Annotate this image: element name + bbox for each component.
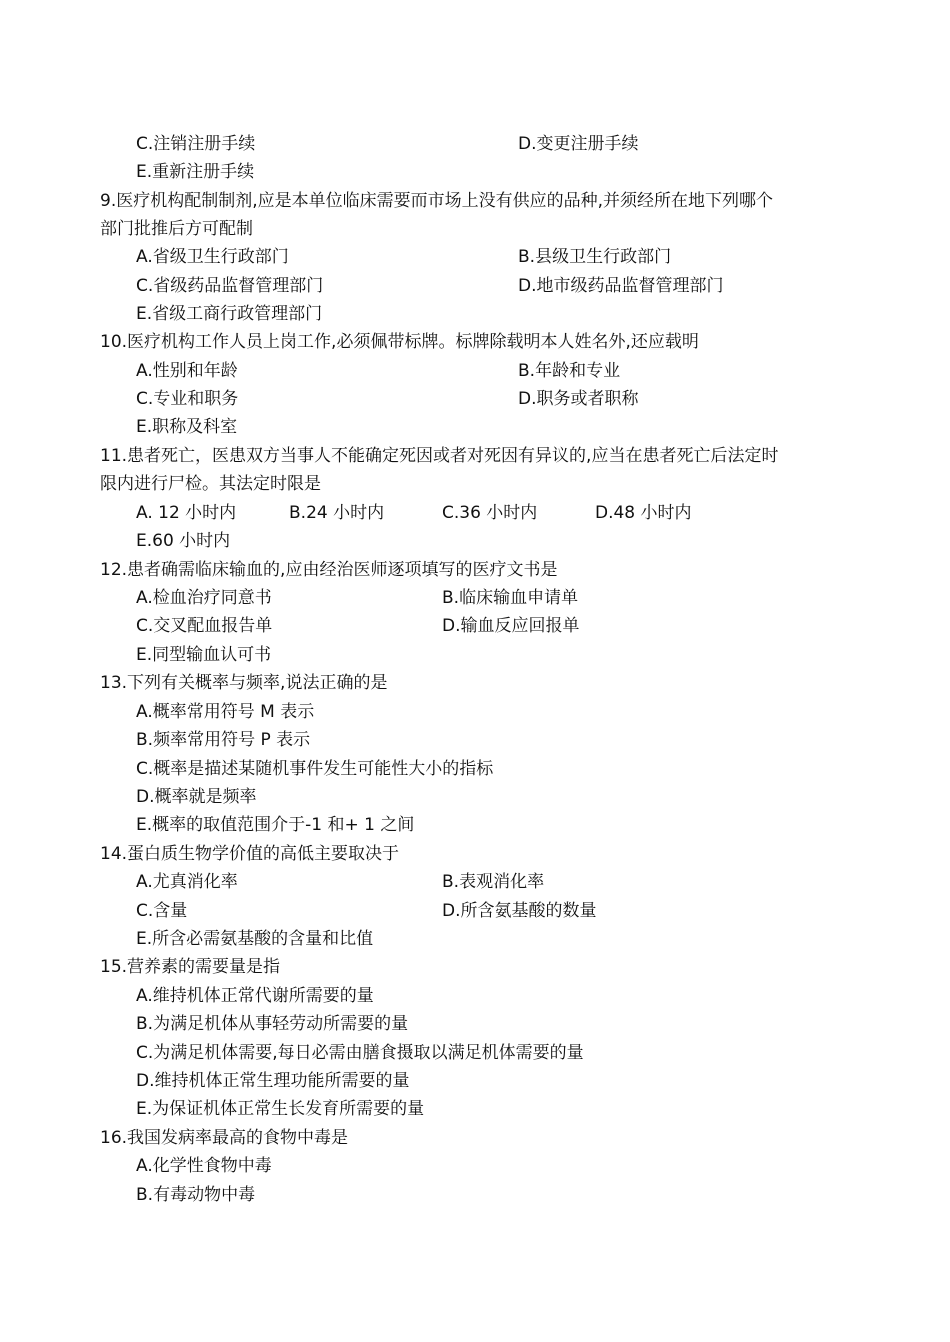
option-a: A.维持机体正常代谢所需要的量 [136,986,374,1006]
option-row [0,413,950,441]
question-16-stem: 16.我国发病率最高的食物中毒是 [100,1128,349,1148]
option-b: B.表观消化率 [442,872,545,892]
option-row [0,499,950,527]
option-b: B.年龄和专业 [518,361,621,381]
option-row [0,1152,950,1180]
option-b: B.频率常用符号 P 表示 [136,730,311,750]
question-stem [0,840,950,868]
option-row [0,641,950,669]
question-stem [0,442,950,470]
question-stem [0,669,950,697]
option-b: B.为满足机体从事轻劳动所需要的量 [136,1014,409,1034]
question-stem [0,470,950,498]
question-14-stem: 14.蛋白质生物学价值的高低主要取决于 [100,844,400,864]
option-a: A.概率常用符号 M 表示 [136,702,315,722]
option-e: E.重新注册手续 [136,162,255,182]
option-row [0,357,950,385]
option-b: B.24 小时内 [289,503,385,523]
option-row [0,385,950,413]
option-e: E.省级工商行政管理部门 [136,304,323,324]
question-stem [0,215,950,243]
option-row [0,811,950,839]
option-row [0,272,950,300]
question-12-stem: 12.患者确需临床输血的,应由经治医师逐项填写的医疗文书是 [100,560,558,580]
option-row [0,1039,950,1067]
option-a: A.尤真消化率 [136,872,238,892]
option-a: A.性别和年龄 [136,361,238,381]
option-row [0,783,950,811]
option-d: D.所含氨基酸的数量 [442,901,597,921]
option-c: C.含量 [136,901,188,921]
option-c: C.省级药品监督管理部门 [136,276,324,296]
option-row [0,1010,950,1038]
question-stem [0,328,950,356]
option-row [0,158,950,186]
option-a: A.省级卫生行政部门 [136,247,289,267]
option-row [0,1067,950,1095]
option-c: C.注销注册手续 [136,134,256,154]
option-d: D.48 小时内 [595,503,692,523]
option-row [0,698,950,726]
option-b: B.临床输血申请单 [442,588,579,608]
question-15-stem: 15.营养素的需要量是指 [100,957,281,977]
option-row [0,527,950,555]
option-row [0,584,950,612]
option-row [0,868,950,896]
option-row [0,243,950,271]
option-c: C.交叉配血报告单 [136,616,273,636]
option-b: B.县级卫生行政部门 [518,247,672,267]
option-row [0,755,950,783]
option-d: D.维持机体正常生理功能所需要的量 [136,1071,410,1091]
option-d: D.变更注册手续 [518,134,639,154]
question-11-stem-line2: 限内进行尸检。其法定时限是 [100,474,321,494]
option-c: C.为满足机体需要,每日必需由膳食摄取以满足机体需要的量 [136,1043,584,1063]
question-stem [0,556,950,584]
question-stem [0,187,950,215]
question-9-stem-line1: 9.医疗机构配制制剂,应是本单位临床需要而市场上没有供应的品种,并须经所在地下列哪个 [100,191,774,211]
question-10-stem: 10.医疗机构工作人员上岗工作,必须佩带标牌。标牌除载明本人姓名外,还应载明 [100,332,699,352]
option-row [0,1181,950,1209]
option-e: E.为保证机体正常生长发育所需要的量 [136,1099,425,1119]
option-c: C.36 小时内 [442,503,538,523]
option-row [0,612,950,640]
option-e: E.60 小时内 [136,531,231,551]
option-row [0,982,950,1010]
option-b: B.有毒动物中毒 [136,1185,256,1205]
option-row [0,897,950,925]
option-row [0,130,950,158]
option-row [0,300,950,328]
option-row [0,1095,950,1123]
option-d: D.概率就是频率 [136,787,257,807]
option-e: E.概率的取值范围介于-1 和+ 1 之间 [136,815,415,835]
option-d: D.地市级药品监督管理部门 [518,276,724,296]
option-c: C.概率是描述某随机事件发生可能性大小的指标 [136,759,494,779]
option-e: E.同型输血认可书 [136,645,272,665]
question-11-stem-line1: 11.患者死亡，医患双方当事人不能确定死因或者对死因有异议的,应当在患者死亡后法定时 [100,446,779,466]
option-d: D.输血反应回报单 [442,616,580,636]
option-a: A.检血治疗同意书 [136,588,272,608]
option-a: A. 12 小时内 [136,503,237,523]
option-row [0,726,950,754]
question-stem [0,1124,950,1152]
option-a: A.化学性食物中毒 [136,1156,272,1176]
option-e: E.所含必需氨基酸的含量和比值 [136,929,374,949]
option-row [0,925,950,953]
question-13-stem: 13.下列有关概率与频率,说法正确的是 [100,673,388,693]
question-9-stem-line2: 部门批推后方可配制 [100,219,253,239]
option-e: E.职称及科室 [136,417,238,437]
option-d: D.职务或者职称 [518,389,639,409]
question-stem [0,953,950,981]
option-c: C.专业和职务 [136,389,239,409]
